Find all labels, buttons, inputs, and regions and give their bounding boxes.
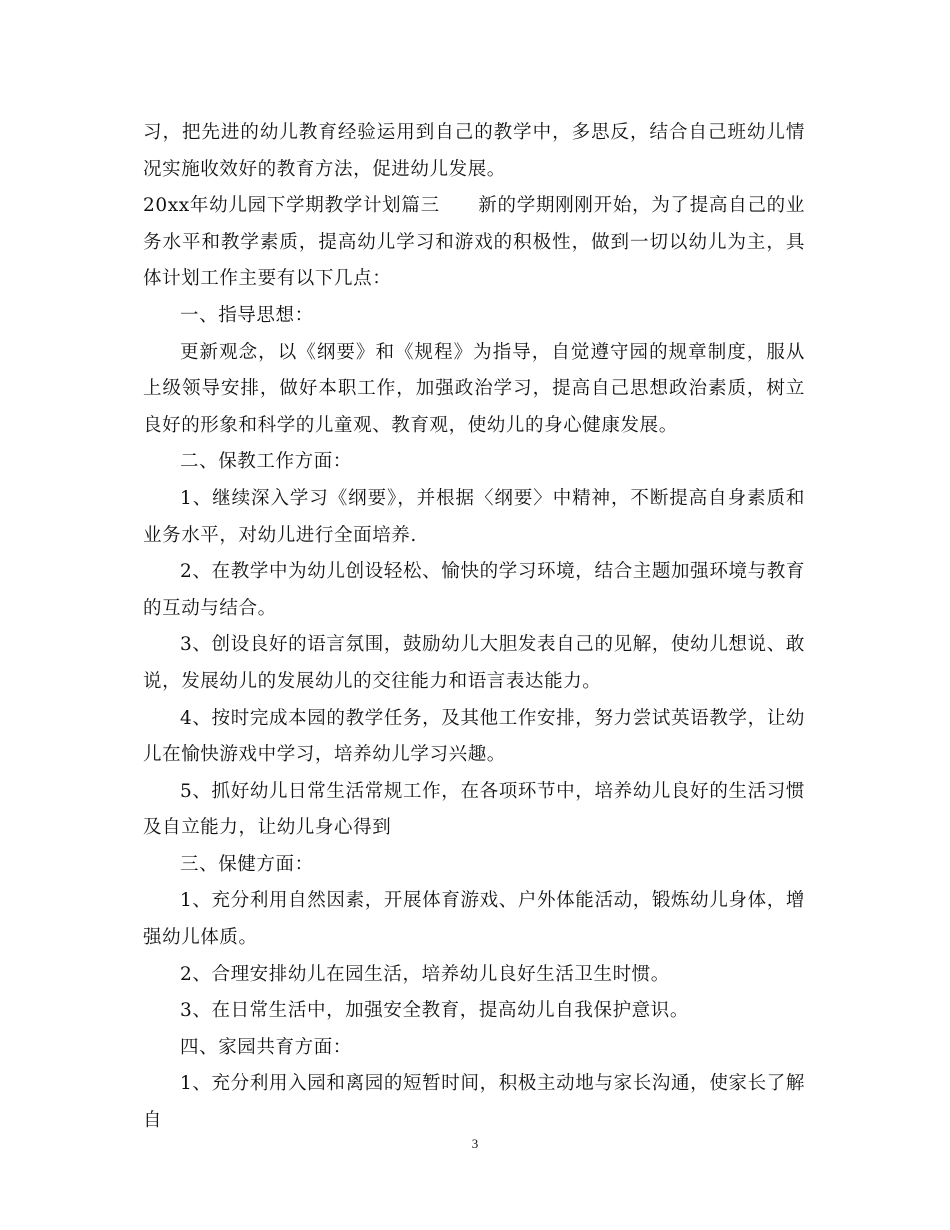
list-item: 2、在教学中为幼儿创设轻松、愉快的学习环境，结合主题加强环境与教育的互动与结合。 xyxy=(143,561,805,619)
list-item: 1、充分利用入园和离园的短暂时间，积极主动地与家长沟通，使家长了解自 xyxy=(143,1073,805,1132)
paragraph-2: 20xx年幼儿园下学期教学计划篇三 新的学期刚刚开始，为了提高自己的业务水平和教学素质，提高幼儿学习和游戏的积极性，做到一切以幼儿为主，具体计划工作主要有以下几点： xyxy=(143,195,805,290)
page-number: 3 xyxy=(471,1136,479,1151)
document-body xyxy=(143,115,805,1140)
paragraph-1: 习，把先进的幼儿教育经验运用到自己的教学中，多思反，结合自己班幼儿情况实施收效好的教育方法，促进幼儿发展。 xyxy=(143,122,805,180)
list-item: 5、抓好幼儿日常生活常规工作，在各项环节中，培养幼儿良好的生活习惯及自立能力，让幼儿身心得到 xyxy=(143,780,805,839)
section-heading-home-school: 四、家园共育方面： xyxy=(180,1036,352,1058)
list-item: 1、充分利用自然因素，开展体育游戏、户外体能活动，锻炼幼儿身体，增强幼儿体质。 xyxy=(143,890,805,949)
list-item: 4、按时完成本园的教学任务，及其他工作安排，努力尝试英语教学，让幼儿在愉快游戏中学习，培养幼儿学习兴趣。 xyxy=(143,707,805,766)
list-item: 3、在日常生活中，加强安全教育，提高幼儿自我保护意识。 xyxy=(180,1000,689,1022)
section-heading-guiding-ideology: 一、指导思想： xyxy=(180,304,314,326)
section-heading-care-education: 二、保教工作方面： xyxy=(180,451,352,473)
list-item: 1、继续深入学习《纲要》，并根据〈纲要〉中精神，不断提高自身素质和业务水平，对幼儿进行全面培养. xyxy=(143,487,805,546)
list-item: 2、合理安排幼儿在园生活，培养幼儿良好生活卫生时惯。 xyxy=(180,963,670,985)
section-heading-health-care: 三、保健方面： xyxy=(180,853,314,875)
paragraph-3: 更新观念，以《纲要》和《规程》为指导，自觉遵守园的规章制度，服从上级领导安排，做好本职工作，加强政治学习，提高自己思想政治素质，树立良好的形象和科学的儿童观、教育观，使幼儿的身心健康发展。 xyxy=(143,341,805,436)
list-item: 3、创设良好的语言氛围，鼓励幼儿大胆发表自己的见解，使幼儿想说、敢说，发展幼儿的发展幼儿的交往能力和语言表达能力。 xyxy=(143,634,805,692)
